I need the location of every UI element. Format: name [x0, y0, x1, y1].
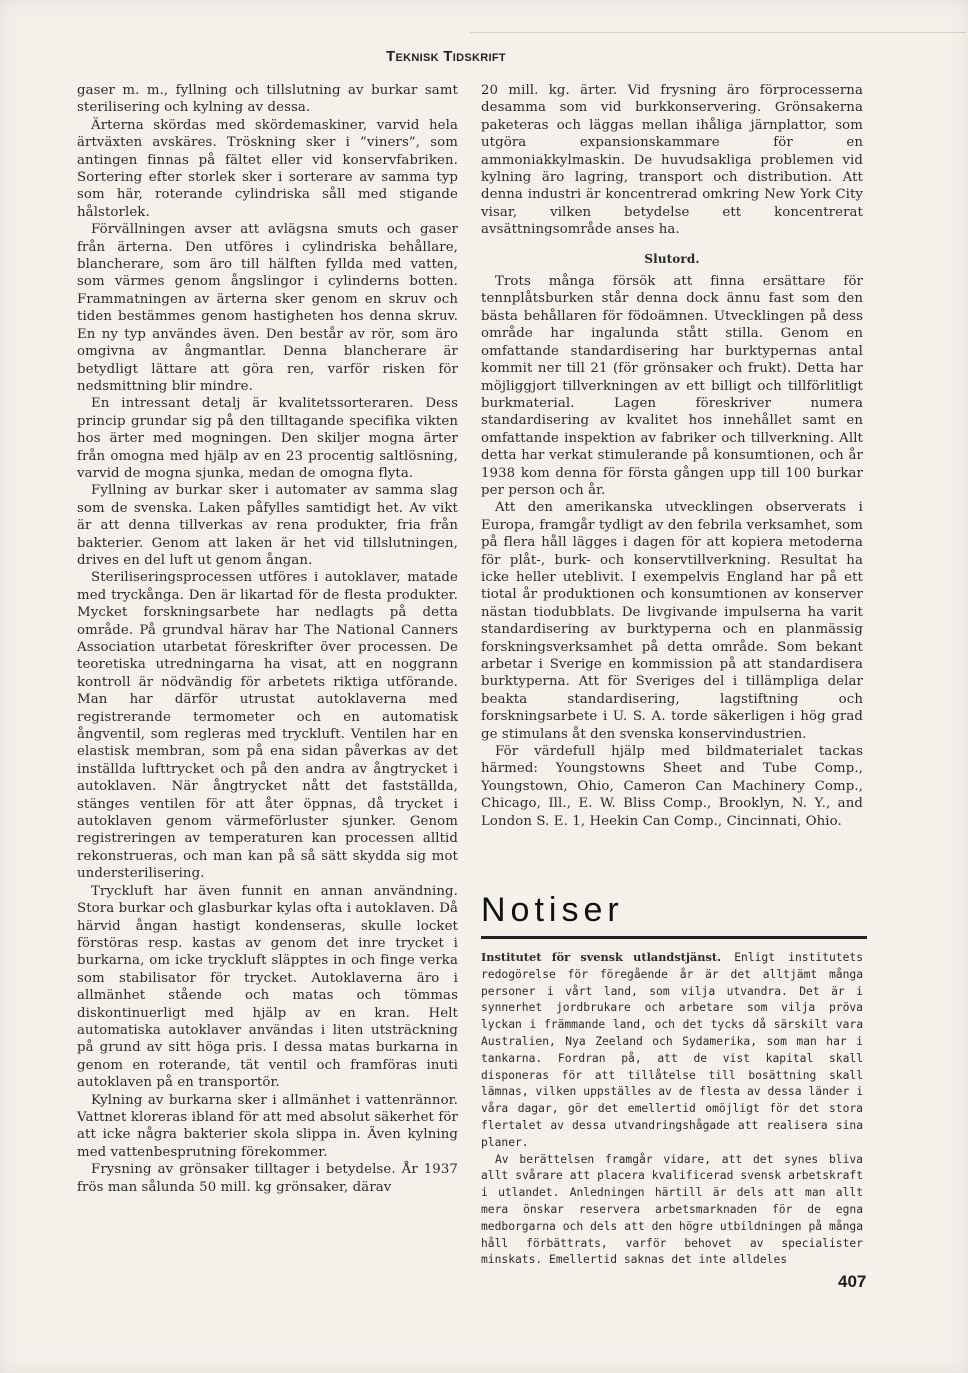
- section-heading-slutord: Slutord.: [644, 251, 700, 266]
- notiser-section: [481, 890, 863, 1269]
- paragraph: Steriliseringsprocessen utföres i autoklaver, matade med tryckånga. Den är likartad för de flesta produkter. Mycket forskningsarbete har nedlagts på detta område. På grundval härav har The National Canners Association utarbetat föreskrifter över processen. De teoretiska utredningarna ha visat, att en noggrann kontroll är nödvändig för arbetets riktiga utförande. Man har därför utrustat autoklaverna med registrerande termometer och en automatisk ångventil, som regleras med tryckluft. Ventilen har en elastisk membran, som på ena sidan påverkas av det inställda lufttrycket och på den andra av ångtrycket i autoklaven. När ångtrycket nått det fastställda, stänges ventilen för att åter öppnas, då trycket i autoklaven genom värmeförluster sjunker. Genom registreringen av temperaturen kan processen alltid rekonstrueras, och man kan på så sätt skydda sig mot understerilisering.: [77, 570, 458, 882]
- paragraph: Att den amerikanska utvecklingen observerats i Europa, framgår tydligt av den febrila verksamhet, som på flera håll lägges i dagen för att kopiera metoderna för plåt-, burk- och konservtillverkning. Resultat ha icke heller uteblivit. I exempelvis England har på ett tiotal år produktionen och konsumtionen av konserver nästan tiodubblats. De livgivande impulserna ha varit standardisering av burktyperna och en planmässig forskningsverksamhet på detta område. Som bekant arbetar i Sverige en kommission på att standardisera burktyperna. Att för Sveriges del i tillämpliga delar beakta standardisering, lagstiftning och forskningsarbete i U. S. A. torde säkerligen i hög grad ge stimulans åt den svenska konservindustrien.: [481, 500, 863, 742]
- paragraph: 20 mill. kg. ärter. Vid frysning äro förprocesserna desamma som vid burkkonservering. Grönsakerna paketeras och läggas mellan ihåliga järnplattor, som utgöra expansionskammare för en ammoniakkylmaskin. De huvudsakliga problemen vid kylning äro lagring, transport och distribution. Att denna industri är koncentrerad omkring New York City visar, vilken betydelse ett koncentrerat avsättningsområde anses ha.: [481, 83, 863, 238]
- page-number: 407: [838, 1272, 867, 1291]
- left-column: [77, 82, 458, 1196]
- notiser-paragraph: Av berättelsen framgår vidare, att det synes bliva allt svårare att placera kvalificerad svensk arbetskraft i utlandet. Anledningen härtill är dels att man allt mera önskar reservera arbetsmarknaden för de egna medborgarna och dels att den högre utbildningen på många håll förbättrats, varför behovet av specialister minskats. Emellertid saknas det inte alldeles: [481, 1152, 863, 1267]
- header-rule: [470, 32, 966, 33]
- paragraph: Kylning av burkarna sker i allmänhet i vattenrännor. Vattnet kloreras ibland för att med absolut säkerhet för att icke några bakterier skola slippa in. Även kylning med vattenbesprutning förekommer.: [77, 1092, 458, 1160]
- notiser-lead: Institutet för svensk utlandstjänst.: [481, 950, 722, 964]
- journal-title: Teknisk Tidskrift: [386, 48, 506, 65]
- right-column: [481, 82, 863, 830]
- paragraph: Ärterna skördas med skördemaskiner, varvid hela ärtväxten avskäres. Tröskning sker i ”viners”, som antingen finnas på fältet eller vid konservfabriken. Sortering efter storlek sker i sorterare av samma typ som här, roterande cylindriska såll med stigande hålstorlek.: [77, 117, 458, 220]
- notiser-first-text: Enligt institutets redogörelse för föregående år är det alltjämt många personer i vårt land, som vilja utvandra. Det är i synnerhet jordbrukare och arbetare som vilja pröva lyckan i främmande land, och det tycks då särskilt vara Australien, Nya Zeeland och Sydamerika, som man har i tankarna. Fordran på, att de vist kapital skall disponeras för att tillåtelse till bosättning skall lämnas, vilken uppställes av de flesta av dessa länder i våra dagar, gör det emellertid omöjligt för det stora flertalet av dessa utvandringshågade att realisera sina planer.: [481, 951, 863, 1149]
- paragraph: gaser m. m., fyllning och tillslutning av burkar samt sterilisering och kylning av dessa.: [77, 83, 458, 116]
- notiser-rule: [481, 936, 867, 939]
- paragraph: För värdefull hjälp med bildmaterialet tackas härmed: Youngstowns Sheet and Tube Comp., Youngstown, Ohio, Cameron Can Machinery Comp., Chicago, Ill., E. W. Bliss Comp., Brooklyn, N. Y., and London S. E. 1, Heekin Can Comp., Cincinnati, Ohio.: [481, 744, 863, 829]
- paragraph: Tryckluft har även funnit en annan användning. Stora burkar och glasburkar kylas ofta i autoklaven. Då härvid ångan hastigt kondenseras, skulle locket förstöras resp. kastas av genom det inre trycket i burkarna, om icke tryckluft släpptes in och finge verka som stabilisator för trycket. Autoklaverna äro i allmänhet stående och matas och tömmas diskontinuerligt med hjälp av en kran. Helt automatiska autoklaver användas i liten utsträckning på grund av sitt höga pris. I dessa matas burkarna in genom en roterande, tät ventil och framföras inuti autoklaven på en transportör.: [77, 883, 458, 1091]
- paragraph: Förvällningen avser att avlägsna smuts och gaser från ärterna. Den utföres i cylindriska behållare, blancherare, som äro till hälften fyllda med vatten, som värmes genom ångslingor i cylinderns botten. Frammatningen av ärterna sker genom en skruv och tiden bestämmes genom hastigheten hos denna skruv. En ny typ användes även. Den består av rör, som äro omgivna av ångmantlar. Denna blancherare är betydligt lättare att göra ren, varför risken för nedsmittning blir mindre.: [77, 222, 458, 394]
- paragraph: Fyllning av burkar sker i automater av samma slag som de svenska. Laken påfylles samtidigt het. Av vikt är att denna tillverkas av rena produkter, fria från bakterier. Genom att laken är het vid tillslutningen, drives en del luft ut genom ångan.: [77, 483, 458, 568]
- paragraph: Frysning av grönsaker tilltager i betydelse. År 1937 frös man sålunda 50 mill. kg grönsaker, därav: [77, 1162, 458, 1195]
- notiser-body: [481, 949, 863, 1269]
- paragraph: Trots många försök att finna ersättare för tennplåtsburken står denna dock ännu fast som den bästa behållaren för födoämnen. Utvecklingen på dess område har ingalunda stått stilla. Genom en omfattande standardisering har burktypernas antal kommit ner till 21 (för grönsaker och frukt). Detta har möjliggjort tillverkningen av ett billigt och tillförlitligt burkmaterial. Lagen föreskriver numera standardisering av kvalitet hos innehållet samt en omfattande inspektion av fabriker och tillverkning. Allt detta har verkat stimulerande på konsumtionen, och år 1938 kom denna för första gången upp till 100 burkar per person och år.: [481, 274, 863, 498]
- paragraph: En intressant detalj är kvalitetssorteraren. Dess princip grundar sig på den tilltagande specifika vikten hos ärter med mogningen. Den skiljer mogna ärter från omogna med hjälp av en 23 procentig saltlösning, varvid de mogna sjunka, medan de omogna flyta.: [77, 396, 458, 481]
- notiser-title: Notiser: [481, 891, 624, 929]
- notiser-paragraph: [481, 949, 863, 1152]
